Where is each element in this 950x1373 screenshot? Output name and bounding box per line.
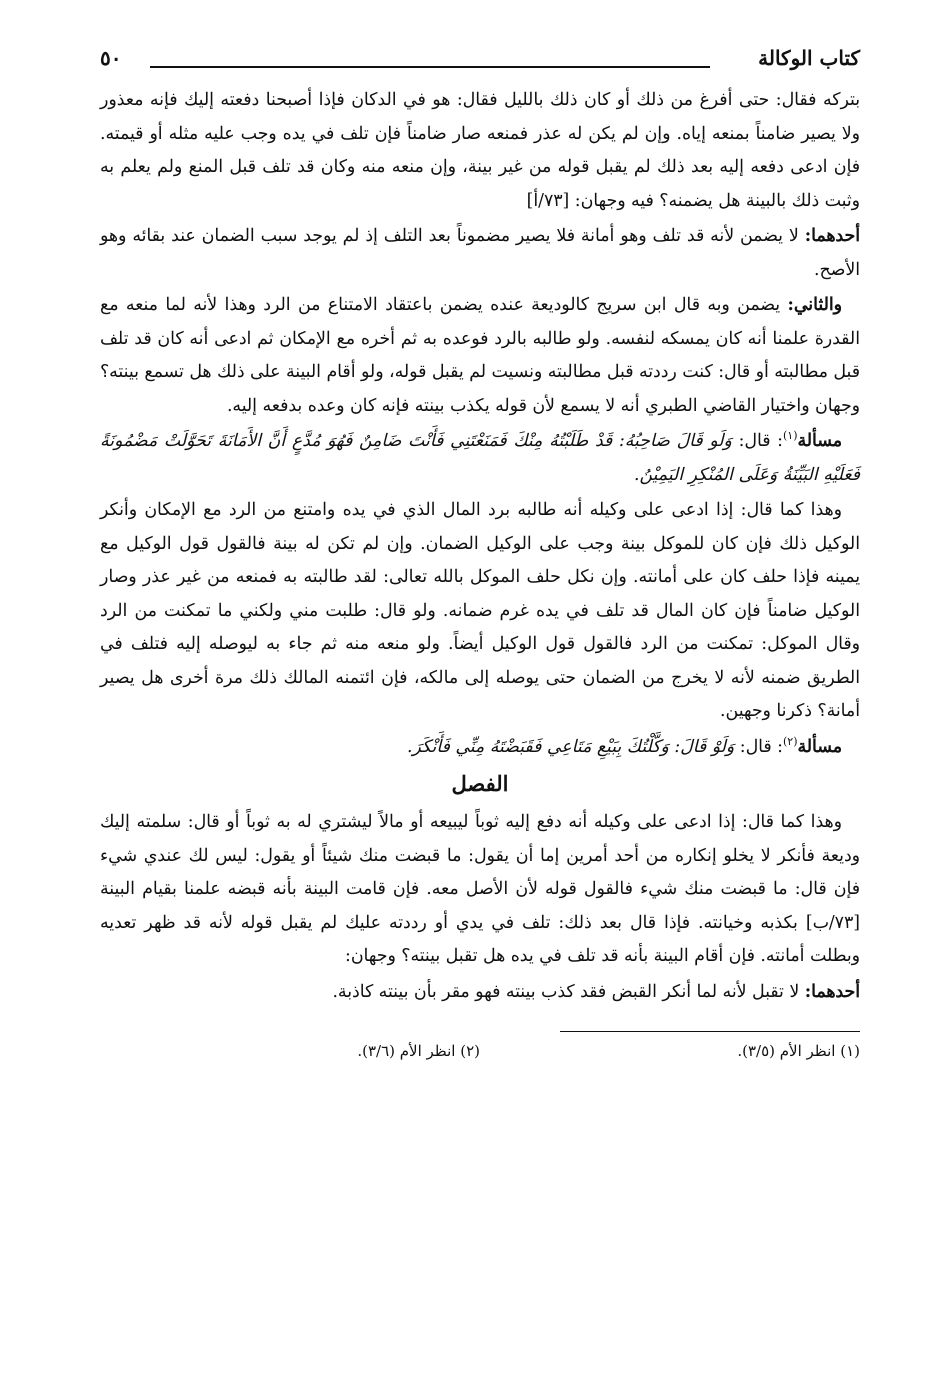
paragraph-8: [100, 976, 860, 1010]
page-header: [100, 42, 860, 78]
paragraph-2-text: لا يضمن لأنه قد تلف وهو أمانة فلا يصير مضموناً بعد التلف إذ لم يوجد سبب الضمان عند بقائه وهو الأصح.: [100, 226, 860, 280]
page-body: [100, 84, 860, 1009]
page-number: ٥٠: [100, 46, 122, 70]
paragraph-7: وهذا كما قال: إذا ادعى على وكيله أنه دفع إليه ثوباً ليبيعه أو مالاً ليشتري له به ثوباً أو قال: سلمته إليك وديعة فأنكر لا يخلو إنكاره من أحد أمرين إما أن يقول: ما قبضت منك شيئاً أو يقول: ليس لك عندي شيء فإن قال: ما قبضت منك شيء فالقول قوله لأن الأصل معه. فإن قامت البينة بأنه قبضه علمنا بقيام البينة [٧٣/ب] بكذبه وخيانته. فإذا قال بعد ذلك: تلف في يدي أو رددته عليك لم يقبل قوله لأنه قد ظهر تعديه وبطلت أمانته. فإن أقام البينة بأنه قد تلف في يده هل تقبل بينته؟ وجهان:: [100, 812, 860, 966]
masala-1-lead: مسألة: [797, 431, 842, 451]
masala-1-quote: وَلَو قَالَ صَاحِبُهُ: قَدْ طَلَبْتُهُ مِنْكَ فَمَنَعْتَنِي فَأَنْتَ ضَامِنٌ فَهُوَ مُدَّعٍ أَنَّ الأَمَانَةَ تَحَوَّلَتْ مَضْمُونَةً فَعَلَيْهِ البَيِّنَةُ وَعَلَى المُنْكِرِ اليَمِيْنُ.: [100, 431, 860, 485]
footnote-rule: [560, 1031, 860, 1032]
paragraph-4: [100, 425, 860, 492]
footnote-ref-2: (٢): [783, 734, 798, 748]
paragraph-3-text: يضمن وبه قال ابن سريج كالوديعة عنده يضمن باعتقاد الامتناع من الرد وهذا لأنه لما منعه مع القدرة علمنا أنه كان يمسكه لنفسه. ولو طالبه بالرد فوعده به ثم أخره مع الإمكان ثم ادعى أنه كان قد تلف قبل مطالبته أو قال: كنت رددته قبل مطالبته ونسيت لم يقبل قوله، ولو أقام البينة على ذلك هل تسمع بينته؟ وجهان واختيار القاضي الطبري أنه لا يسمع لأن قوله يكذب بينته فإنه كان وعده بدفعه إليه.: [100, 295, 860, 416]
chapter-title: كتاب الوكالة: [758, 46, 860, 70]
paragraph-8-lead: أحدهما:: [804, 981, 860, 1002]
paragraph-5: وهذا كما قال: إذا ادعى على وكيله أنه طالبه برد المال الذي في يده وامتنع من الرد مع الإمكان وأنكر الوكيل ذلك فإن كان للموكل بينة وجب على الوكيل الضمان. وإن لم تكن له بينة فالقول قول الوكيل مع يمينه فإذا حلف كان على أمانته. وإن نكل حلف الموكل بالله تعالى: لقد طالبته به فمنعه من غير عذر وصار الوكيل ضامناً فإن كان المال قد تلف في يده غرم ضمانه. ولو قال: طلبت مني ولكني ما تمكنت من الرد وقال الموكل: تمكنت من الرد فالقول قول الوكيل أيضاً. ولو منعه منه ثم جاء به ليوصله إليه فتلف في الطريق ضمنه لأنه لا يخرج من الضمان حتى يوصله إلى مالكه، فإن ائتمنه المالك ذلك مرة أخرى هل يصير أمانة؟ ذكرنا وجهين.: [100, 500, 860, 721]
footnote-ref-1: (١): [783, 429, 798, 443]
footnote-1: (١) انظر الأم (٣/٥).: [737, 1042, 860, 1060]
footnotes: [100, 1042, 860, 1072]
paragraph-2-lead: أحدهما:: [804, 226, 860, 246]
paragraph-3-lead: والثاني:: [787, 295, 842, 315]
header-rule: [150, 66, 710, 68]
paragraph-1: بتركه فقال: حتى أفرغ من ذلك أو كان ذلك بالليل فقال: هو في الدكان فإذا أصبحنا دفعته إليك فإنه معذور ولا يصير ضامناً بمنعه إياه. وإن لم يكن له عذر فمنعه صار ضامناً فإن تلف في يده وجب عليه مثله أو قيمته. فإن ادعى دفعه إليه بعد ذلك لم يقبل قوله من غير بينة، وإن منعه منه وكان قد تلف قبل المنع ولم يعلم به وثبت ذلك بالبينة هل يضمنه؟ فيه وجهان: [٧٣/أ]: [100, 90, 860, 211]
masala-2-quote: وَلَوْ قَالَ: وَكَّلْتُكَ بِبَيْعِ مَتَاعِي فَقَبَضْتَهُ مِنِّي فَأَنْكَرَ.: [406, 736, 735, 757]
section-title: الفصل: [451, 771, 509, 796]
masala-1-intro: : قال:: [731, 431, 783, 451]
paragraph-8-text: لا تقبل لأنه لما أنكر القبض فقد كذب بينته فهو مقر بأن بينته كاذبة.: [332, 981, 805, 1002]
paragraph-6: [100, 731, 860, 765]
footnote-2: (٢) انظر الأم (٣/٦).: [357, 1042, 480, 1060]
masala-2-lead: مسألة: [797, 736, 842, 757]
book-page: [100, 42, 860, 1072]
paragraph-2: [100, 220, 860, 287]
masala-2-intro: : قال:: [734, 736, 783, 757]
paragraph-3: [100, 289, 860, 423]
